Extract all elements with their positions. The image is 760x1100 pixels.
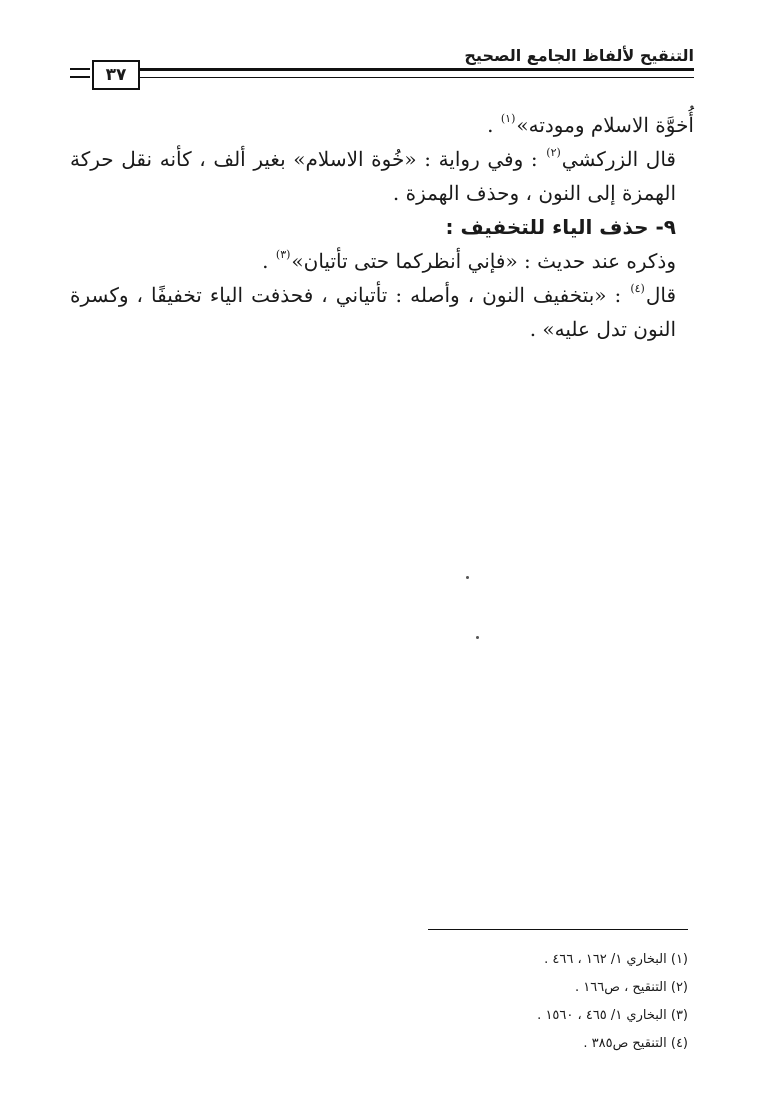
footnote-2: (٢) التنقيح ، ص١٦٦ . (575, 980, 688, 995)
paragraph-2 (70, 142, 694, 210)
scan-speck (476, 636, 479, 639)
paragraph-4 (70, 278, 694, 346)
section-heading: ٩- حذف الياء للتخفيف : (445, 215, 676, 239)
paragraph-2-text: : وفي رواية : «خُوة الاسلام» بغير ألف ، كأنه نقل حركة الهمزة إلى النون ، وحذف الهمزة . (70, 147, 676, 205)
paragraph-3 (70, 244, 694, 278)
header-rule-right (140, 68, 694, 78)
footnote-ref-3: (٣) (275, 248, 291, 261)
paragraph-1-text: أُخوَّة الاسلام ومودته» (516, 113, 694, 137)
header-rule-left (70, 68, 90, 78)
footnote-ref-2: (٢) (546, 146, 561, 159)
body-text (70, 108, 694, 346)
paragraph-3-end: . (262, 249, 275, 273)
page-number: ٣٧ (92, 60, 140, 90)
scan-speck (466, 576, 469, 579)
footnote-separator (428, 929, 688, 930)
footnote-1: (١) البخاري ١/ ١٦٢ ، ٤٦٦ . (544, 952, 688, 967)
footnote-3: (٣) البخاري ١/ ٤٦٥ ، ١٥٦٠ . (537, 1008, 688, 1023)
footnote-ref-4: (٤) (630, 282, 645, 295)
paragraph-1 (70, 108, 694, 142)
paragraph-3-text: وذكره عند حديث : «فإني أنظركما حتى تأتيان» (291, 249, 676, 273)
footnote-ref-1: (١) (500, 112, 516, 125)
paragraph-1-end: . (487, 113, 500, 137)
footnotes (388, 946, 688, 1058)
paragraph-4-speaker: قال (645, 283, 677, 307)
footnote-4: (٤) التنقيح ص٣٨٥ . (583, 1036, 688, 1051)
paragraph-4-text: : «بتخفيف النون ، وأصله : تأتياني ، فحذفت الياء تخفيفًا ، وكسرة النون تدل عليه» . (70, 283, 676, 341)
paragraph-2-speaker: قال الزركشي (561, 147, 676, 171)
running-title: التنقيح لألفاظ الجامع الصحيح (464, 46, 694, 65)
